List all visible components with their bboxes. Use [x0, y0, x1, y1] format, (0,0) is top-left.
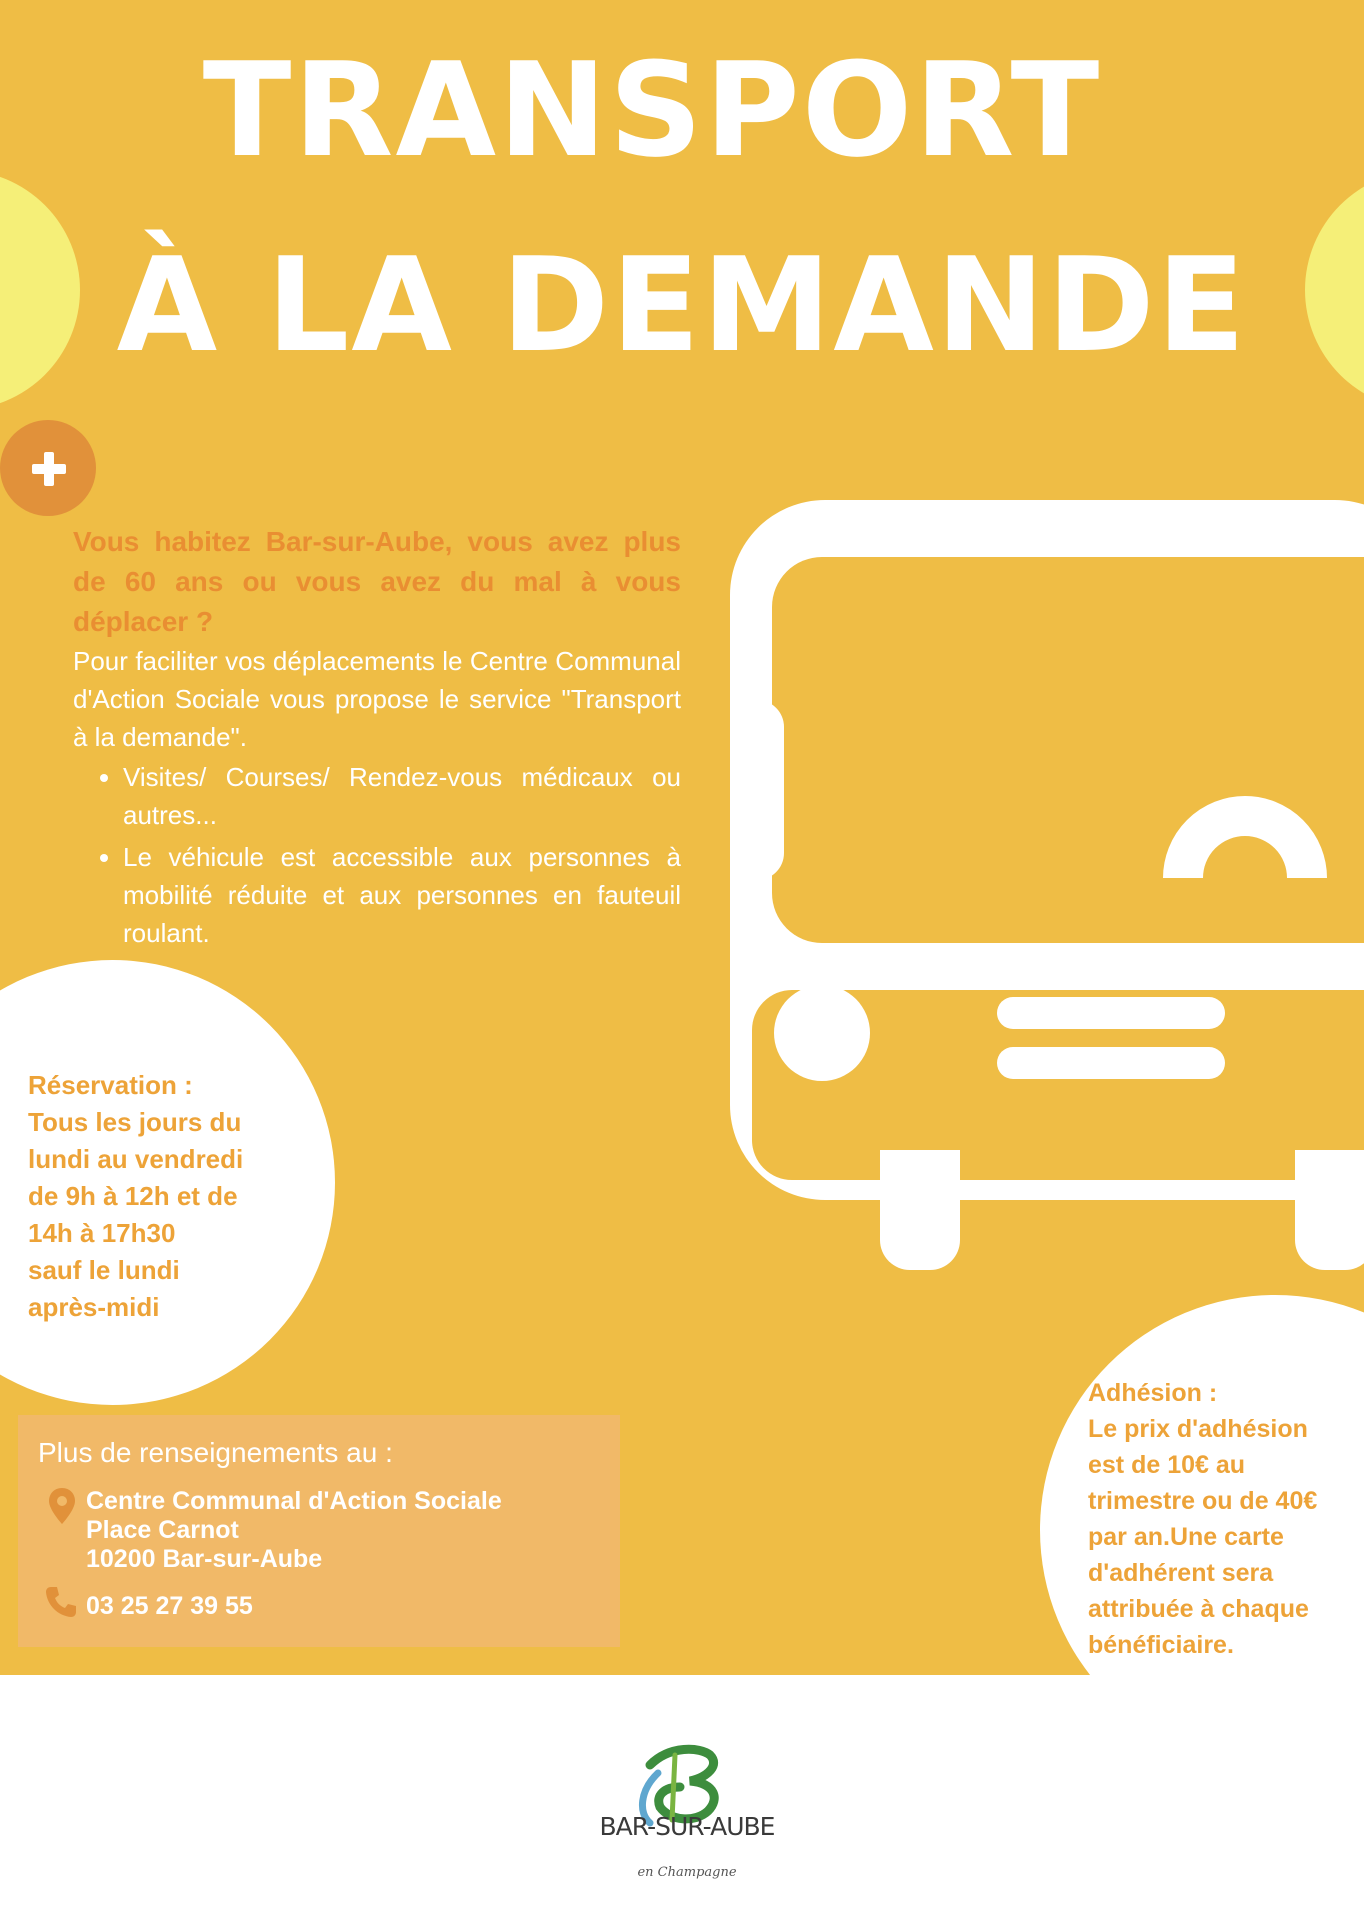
adhesion-text: [1088, 1375, 1338, 1663]
bullet-item: • Le véhicule est accessible aux personnes à mobilité réduite et aux personnes en fauteuil roulant.: [123, 838, 681, 952]
adhesion-line: est de 10€ au: [1088, 1451, 1246, 1479]
adhesion-line: d'adhérent sera: [1088, 1559, 1274, 1587]
bus-wheel-right: [1295, 1150, 1364, 1270]
intro-bullets: [73, 758, 681, 952]
plus-icon: [0, 420, 96, 516]
adhesion-line: par an.Une carte: [1088, 1523, 1284, 1551]
bus-wheel-left: [880, 1150, 960, 1270]
location-pin-icon: [48, 1487, 76, 1525]
contact-box: [18, 1415, 620, 1647]
intro-body: Pour faciliter vos déplacements le Centre Communal d'Action Sociale vous propose le service "Transport à la demande".: [73, 646, 681, 752]
contact-heading: Plus de renseignements au :: [38, 1437, 393, 1468]
address-line: Place Carnot: [86, 1516, 239, 1544]
reservation-line: 14h à 17h30: [28, 1218, 176, 1248]
bus-icon: [720, 500, 1364, 1350]
intro-section: [73, 522, 681, 956]
title-line-1: TRANSPORT: [202, 34, 1102, 186]
address-line: Centre Communal d'Action Sociale: [86, 1487, 502, 1515]
contact-address: [86, 1487, 502, 1574]
address-line: 10200 Bar-sur-Aube: [86, 1545, 323, 1573]
reservation-line: Tous les jours du: [28, 1107, 242, 1137]
contact-phone[interactable]: 03 25 27 39 55: [86, 1592, 253, 1620]
title-line-2: À LA DEMANDE: [116, 229, 1248, 381]
adhesion-line: attribuée à chaque: [1088, 1595, 1309, 1623]
adhesion-line: bénéficiaire.: [1088, 1631, 1234, 1659]
reservation-line: Réservation :: [28, 1070, 193, 1100]
reservation-line: sauf le lundi: [28, 1255, 180, 1285]
adhesion-line: trimestre ou de 40€: [1088, 1487, 1318, 1515]
reservation-line: après-midi: [28, 1292, 160, 1322]
reservation-line: de 9h à 12h et de: [28, 1181, 238, 1211]
intro-lead: Vous habitez Bar-sur-Aube, vous avez plus de 60 ans ou vous avez du mal à vous déplacer ?: [73, 526, 681, 637]
adhesion-line: Adhésion :: [1088, 1379, 1218, 1407]
reservation-line: lundi au vendredi: [28, 1144, 244, 1174]
logo-name: BAR-SUR-AUBE: [599, 1812, 775, 1841]
logo-tagline: en Champagne: [637, 1865, 737, 1880]
reservation-text: [28, 1067, 328, 1326]
bus-left-pillar: [730, 700, 784, 880]
phone-icon: [44, 1585, 78, 1619]
bullet-item: • Visites/ Courses/ Rendez-vous médicaux ou autres...: [123, 758, 681, 834]
adhesion-line: Le prix d'adhésion: [1088, 1415, 1308, 1443]
